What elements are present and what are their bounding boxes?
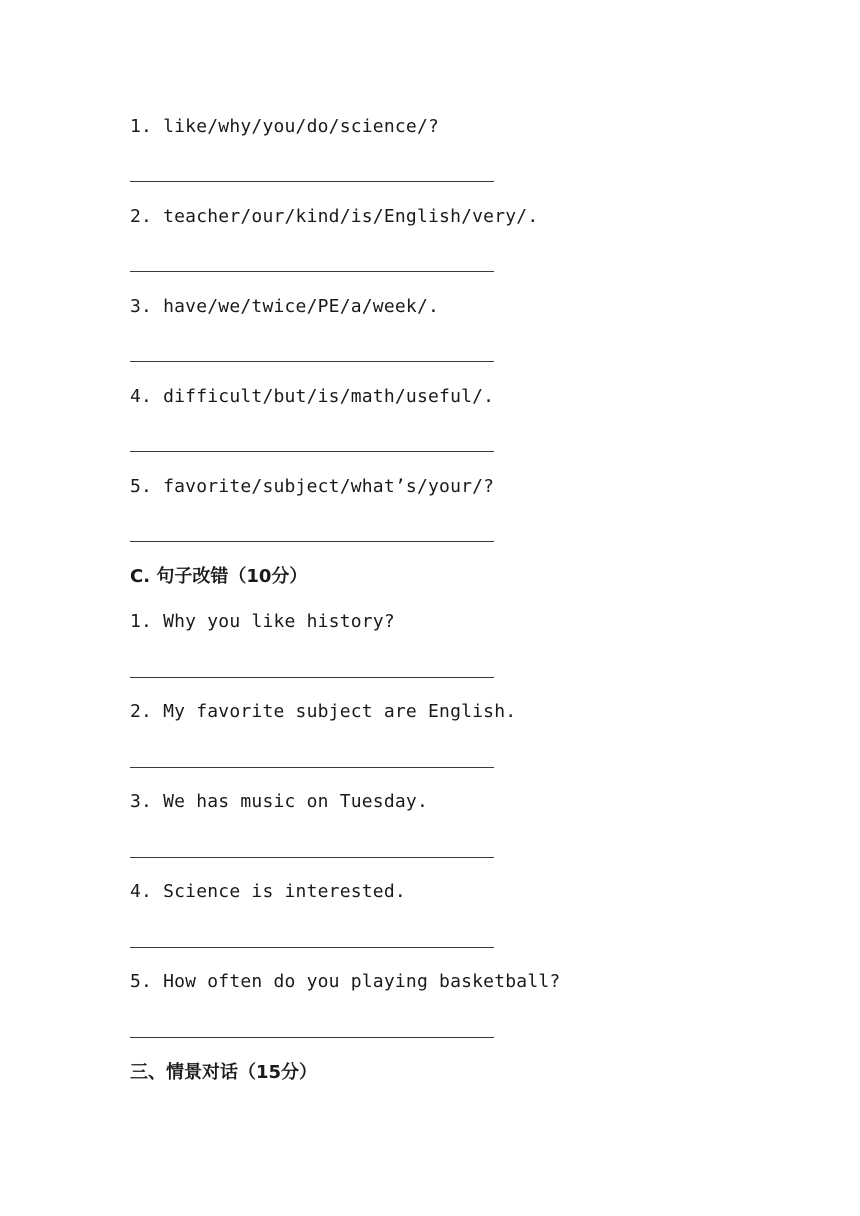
section-three-heading: 三、情景对话（15分） <box>130 1062 318 1083</box>
answer-line-c2[interactable] <box>130 767 494 768</box>
answer-line-b5[interactable] <box>130 541 494 542</box>
answer-line-c3[interactable] <box>130 857 494 858</box>
question-c1: 1. Why you like history? <box>130 611 395 632</box>
question-c3: 3. We has music on Tuesday. <box>130 791 428 812</box>
question-b4: 4. difficult/but/is/math/useful/. <box>130 386 495 407</box>
answer-line-c5[interactable] <box>130 1037 494 1038</box>
question-b2: 2. teacher/our/kind/is/English/very/. <box>130 206 539 227</box>
question-c4: 4. Science is interested. <box>130 881 406 902</box>
question-b3: 3. have/we/twice/PE/a/week/. <box>130 296 440 317</box>
question-b5: 5. favorite/subject/what’s/your/? <box>130 476 495 497</box>
answer-line-b4[interactable] <box>130 451 494 452</box>
section-c-heading: C. 句子改错（10分） <box>130 566 308 587</box>
answer-line-c4[interactable] <box>130 947 494 948</box>
answer-line-c1[interactable] <box>130 677 494 678</box>
answer-line-b1[interactable] <box>130 181 494 182</box>
answer-line-b2[interactable] <box>130 271 494 272</box>
answer-line-b3[interactable] <box>130 361 494 362</box>
question-b1: 1. like/why/you/do/science/? <box>130 116 440 137</box>
question-c2: 2. My favorite subject are English. <box>130 701 517 722</box>
question-c5: 5. How often do you playing basketball? <box>130 971 561 992</box>
